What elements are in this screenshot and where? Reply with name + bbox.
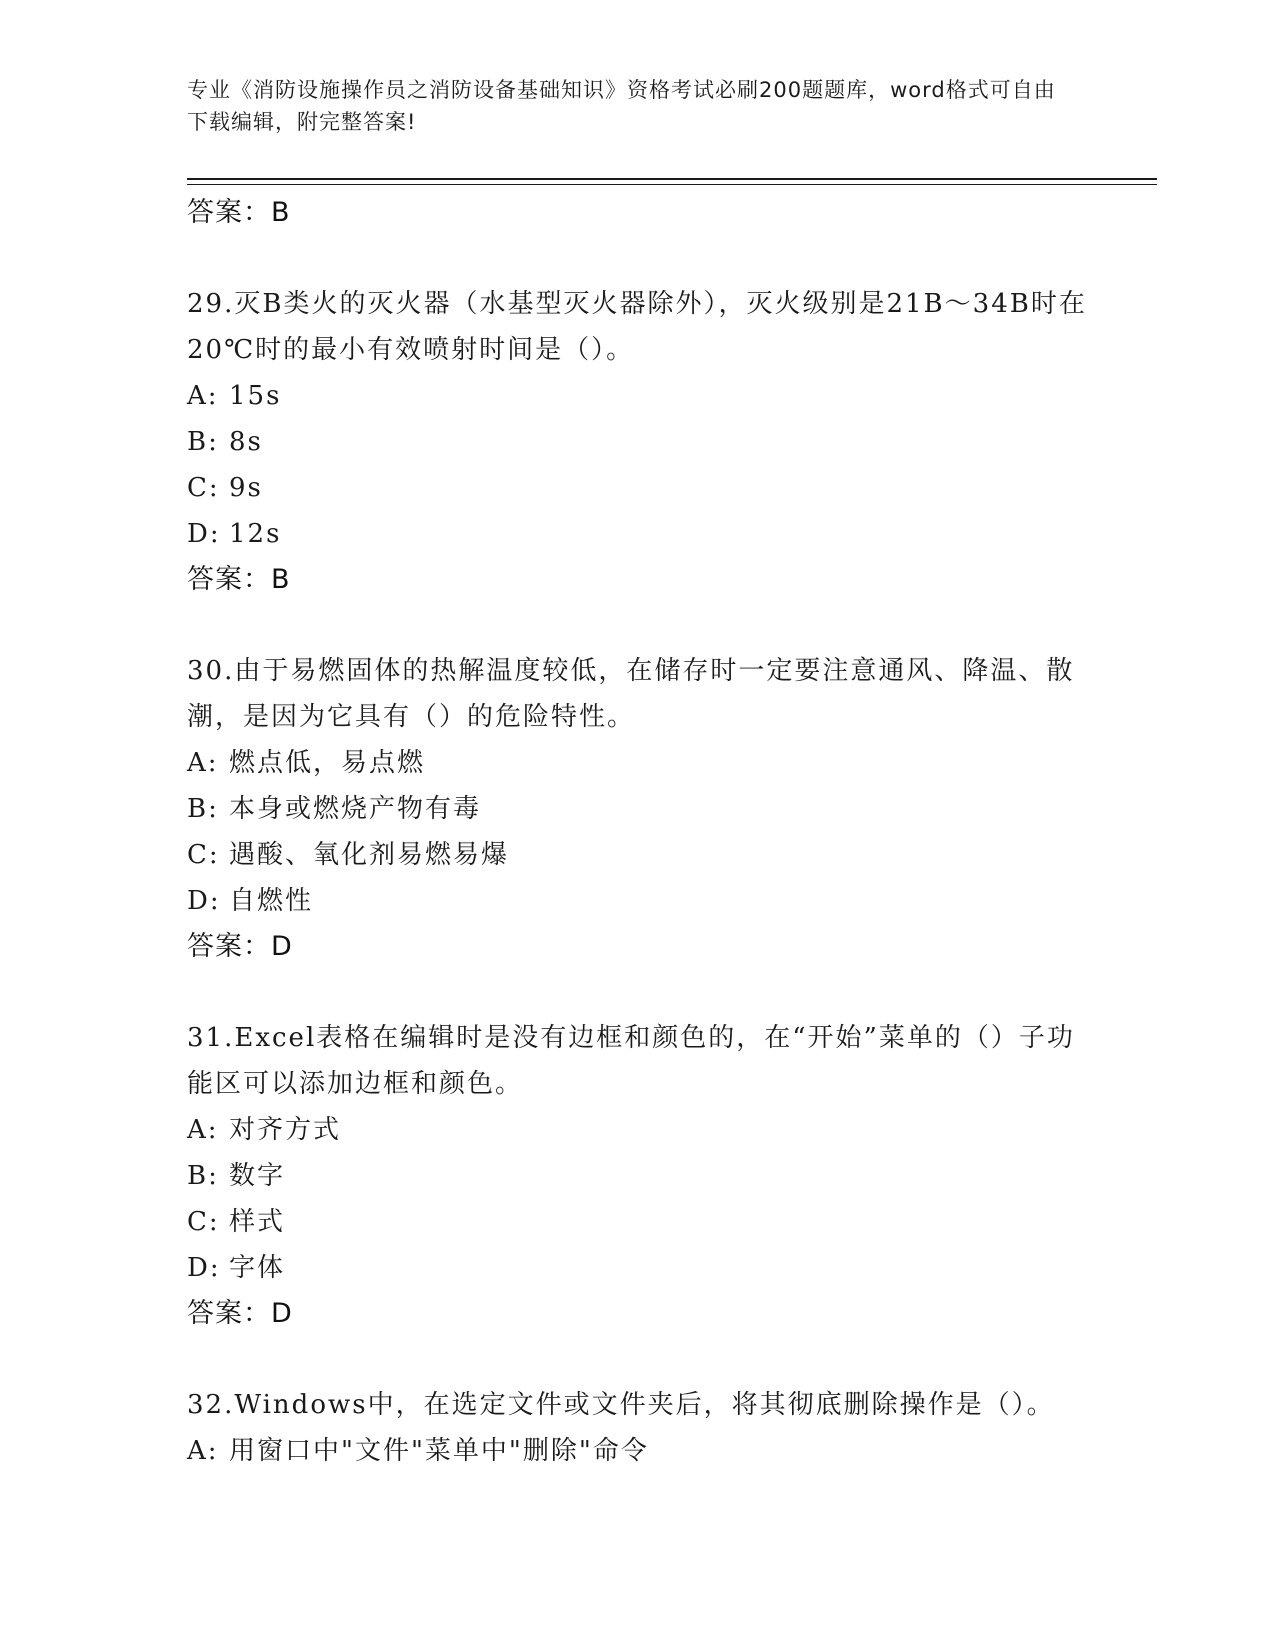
option-letter: B: (187, 1161, 219, 1191)
option-letter: D: (187, 519, 221, 549)
option-letter: A: (187, 1115, 219, 1145)
option-text: 12s (229, 519, 282, 549)
option-text: 本身或燃烧产物有毒 (229, 794, 482, 824)
option-d (187, 878, 1087, 924)
option-letter: C: (187, 473, 220, 503)
question-text: 30.由于易燃固体的热解温度较低，在储存时一定要注意通风、降温、散潮，是因为它具有（）的危险特性。 (187, 656, 1075, 732)
option-text: 8s (229, 427, 263, 457)
option-b (187, 786, 1087, 832)
option-text: 自燃性 (229, 886, 314, 916)
answer-line: 答案：B (187, 197, 291, 228)
option-text: 燃点低，易点燃 (229, 748, 426, 778)
option-text: 字体 (229, 1253, 286, 1283)
option-letter: D: (187, 886, 221, 916)
option-text: 用窗口中"文件"菜单中"删除"命令 (229, 1436, 649, 1466)
option-text: 样式 (229, 1207, 286, 1237)
answer-line: 答案：D (187, 1298, 293, 1329)
option-c (187, 1199, 1087, 1245)
question-block-30 (187, 648, 1087, 970)
option-text: 9s (229, 473, 263, 503)
header-divider-thin (187, 184, 1157, 185)
option-letter: B: (187, 427, 219, 457)
option-a (187, 373, 1087, 419)
option-c (187, 832, 1087, 878)
page-header: 专业《消防设施操作员之消防设备基础知识》资格考试必刷200题题库，word格式可自由下载编辑，附完整答案! (187, 78, 1056, 134)
option-text: 对齐方式 (229, 1115, 342, 1145)
answer-line: 答案：B (187, 564, 291, 595)
option-text: 数字 (229, 1161, 286, 1191)
option-c (187, 465, 1087, 511)
question-block-32 (187, 1382, 1087, 1474)
option-letter: A: (187, 1436, 219, 1466)
question-block-29 (187, 281, 1087, 603)
question-list (187, 190, 1087, 1474)
option-letter: C: (187, 840, 220, 870)
option-b (187, 419, 1087, 465)
option-letter: D: (187, 1253, 221, 1283)
option-d (187, 1245, 1087, 1291)
option-a (187, 1428, 1087, 1474)
option-b (187, 1153, 1087, 1199)
option-letter: B: (187, 794, 219, 824)
answer-line: 答案：D (187, 931, 293, 962)
option-text: 遇酸、氧化剂易燃易爆 (229, 840, 510, 870)
option-letter: A: (187, 748, 219, 778)
option-letter: A: (187, 381, 219, 411)
option-a (187, 740, 1087, 786)
question-text: 32.Windows中，在选定文件或文件夹后，将其彻底删除操作是（）。 (187, 1390, 1055, 1420)
option-d (187, 511, 1087, 557)
question-text: 31.Excel表格在编辑时是没有边框和颜色的，在“开始”菜单的（）子功能区可以添加边框和颜色。 (187, 1023, 1075, 1099)
option-a (187, 1107, 1087, 1153)
option-text: 15s (229, 381, 282, 411)
option-letter: C: (187, 1207, 220, 1237)
header-divider-thick (187, 178, 1157, 180)
question-text: 29.灭B类火的灭火器（水基型灭火器除外），灭火级别是21B～34B时在20℃时的最小有效喷射时间是（）。 (187, 289, 1087, 365)
question-block-31 (187, 1015, 1087, 1337)
